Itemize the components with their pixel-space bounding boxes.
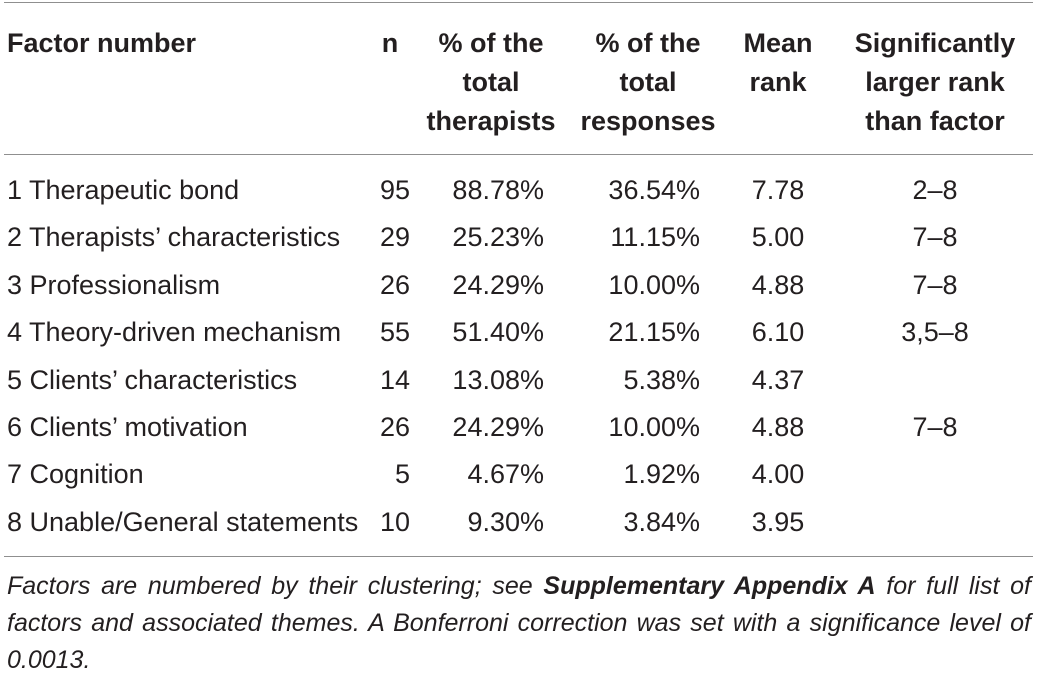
cell-mean-rank: 6.10 (751, 317, 805, 348)
cell-pct-therapists: 51.40% (452, 317, 544, 348)
table-row (0, 167, 1040, 214)
table-row (0, 214, 1040, 261)
cell-mean-rank: 7.78 (751, 175, 805, 205)
cell-significant-rank: 2–8 (912, 175, 958, 205)
cell-significant-rank: 3,5–8 (901, 317, 969, 348)
cell-factor: 5 Clients’ characteristics (7, 364, 298, 395)
header-significant-rank: Significantly larger rank than factor (854, 28, 1016, 136)
cell-pct-responses: 3.84% (623, 506, 700, 537)
cell-mean-rank: 4.00 (751, 459, 805, 490)
cell-pct-therapists: 25.23% (452, 222, 544, 253)
cell-mean-rank: 3.95 (751, 506, 805, 537)
cell-pct-therapists: 88.78% (452, 175, 544, 205)
cell-factor: 8 Unable/General statements (7, 506, 359, 537)
cell-significant-rank: 7–8 (912, 269, 958, 300)
cell-factor: 1 Therapeutic bond (7, 175, 240, 205)
table-row (0, 404, 1040, 451)
cell-factor: 7 Cognition (7, 459, 144, 490)
cell-pct-therapists: 24.29% (452, 411, 544, 442)
cell-n: 26 (379, 269, 410, 300)
cell-factor: 6 Clients’ motivation (7, 411, 248, 442)
table-row (0, 499, 1040, 546)
footnote-text-end: for full list of factors and associated themes. A Bonferroni correction was set with a significance level of 0.0013. (7, 572, 1031, 674)
table-row (0, 309, 1040, 356)
cell-pct-responses: 21.15% (608, 317, 700, 348)
cell-n: 26 (379, 411, 410, 442)
cell-pct-therapists: 9.30% (467, 506, 544, 537)
footnote-text-start: Factors are numbered by their clustering; see (7, 572, 544, 600)
cell-mean-rank: 4.37 (751, 364, 805, 395)
table-footnote (7, 568, 1031, 679)
cell-n: 95 (379, 175, 410, 205)
cell-pct-responses: 10.00% (608, 411, 700, 442)
cell-mean-rank: 5.00 (751, 222, 805, 253)
table-body (0, 167, 1040, 546)
table-row (0, 451, 1040, 498)
cell-pct-responses: 10.00% (608, 269, 700, 300)
cell-pct-therapists: 4.67% (467, 459, 544, 490)
cell-pct-responses: 5.38% (623, 364, 700, 395)
supplementary-appendix-link[interactable]: Supplementary Appendix A (543, 572, 876, 600)
cell-pct-therapists: 24.29% (452, 269, 544, 300)
cell-factor: 3 Professionalism (7, 269, 221, 300)
table-row (0, 262, 1040, 309)
header-mean-rank: Mean rank (743, 28, 813, 97)
cell-pct-therapists: 13.08% (452, 364, 544, 395)
cell-significant-rank: 7–8 (912, 411, 958, 442)
cell-mean-rank: 4.88 (751, 411, 805, 442)
cell-pct-responses: 1.92% (623, 459, 700, 490)
header-n: n (381, 28, 399, 58)
table-row (0, 357, 1040, 404)
table-bottom-rule (4, 556, 1033, 557)
cell-n: 10 (379, 506, 410, 537)
cell-n: 14 (379, 364, 410, 395)
cell-pct-responses: 11.15% (610, 222, 700, 253)
header-factor-number: Factor number (7, 28, 197, 58)
cell-pct-responses: 36.54% (608, 175, 700, 205)
header-pct-responses: % of the total responses (580, 28, 716, 136)
header-rule (4, 154, 1033, 155)
table-top-rule (4, 2, 1033, 3)
cell-n: 55 (379, 317, 410, 348)
cell-factor: 4 Theory-driven mechanism (7, 317, 342, 348)
cell-significant-rank: 7–8 (912, 222, 958, 253)
cell-factor: 2 Therapists’ characteristics (7, 222, 341, 253)
header-pct-therapists: % of the total therapists (426, 28, 556, 136)
cell-n: 29 (379, 222, 410, 253)
cell-mean-rank: 4.88 (751, 269, 805, 300)
cell-n: 5 (394, 459, 410, 490)
